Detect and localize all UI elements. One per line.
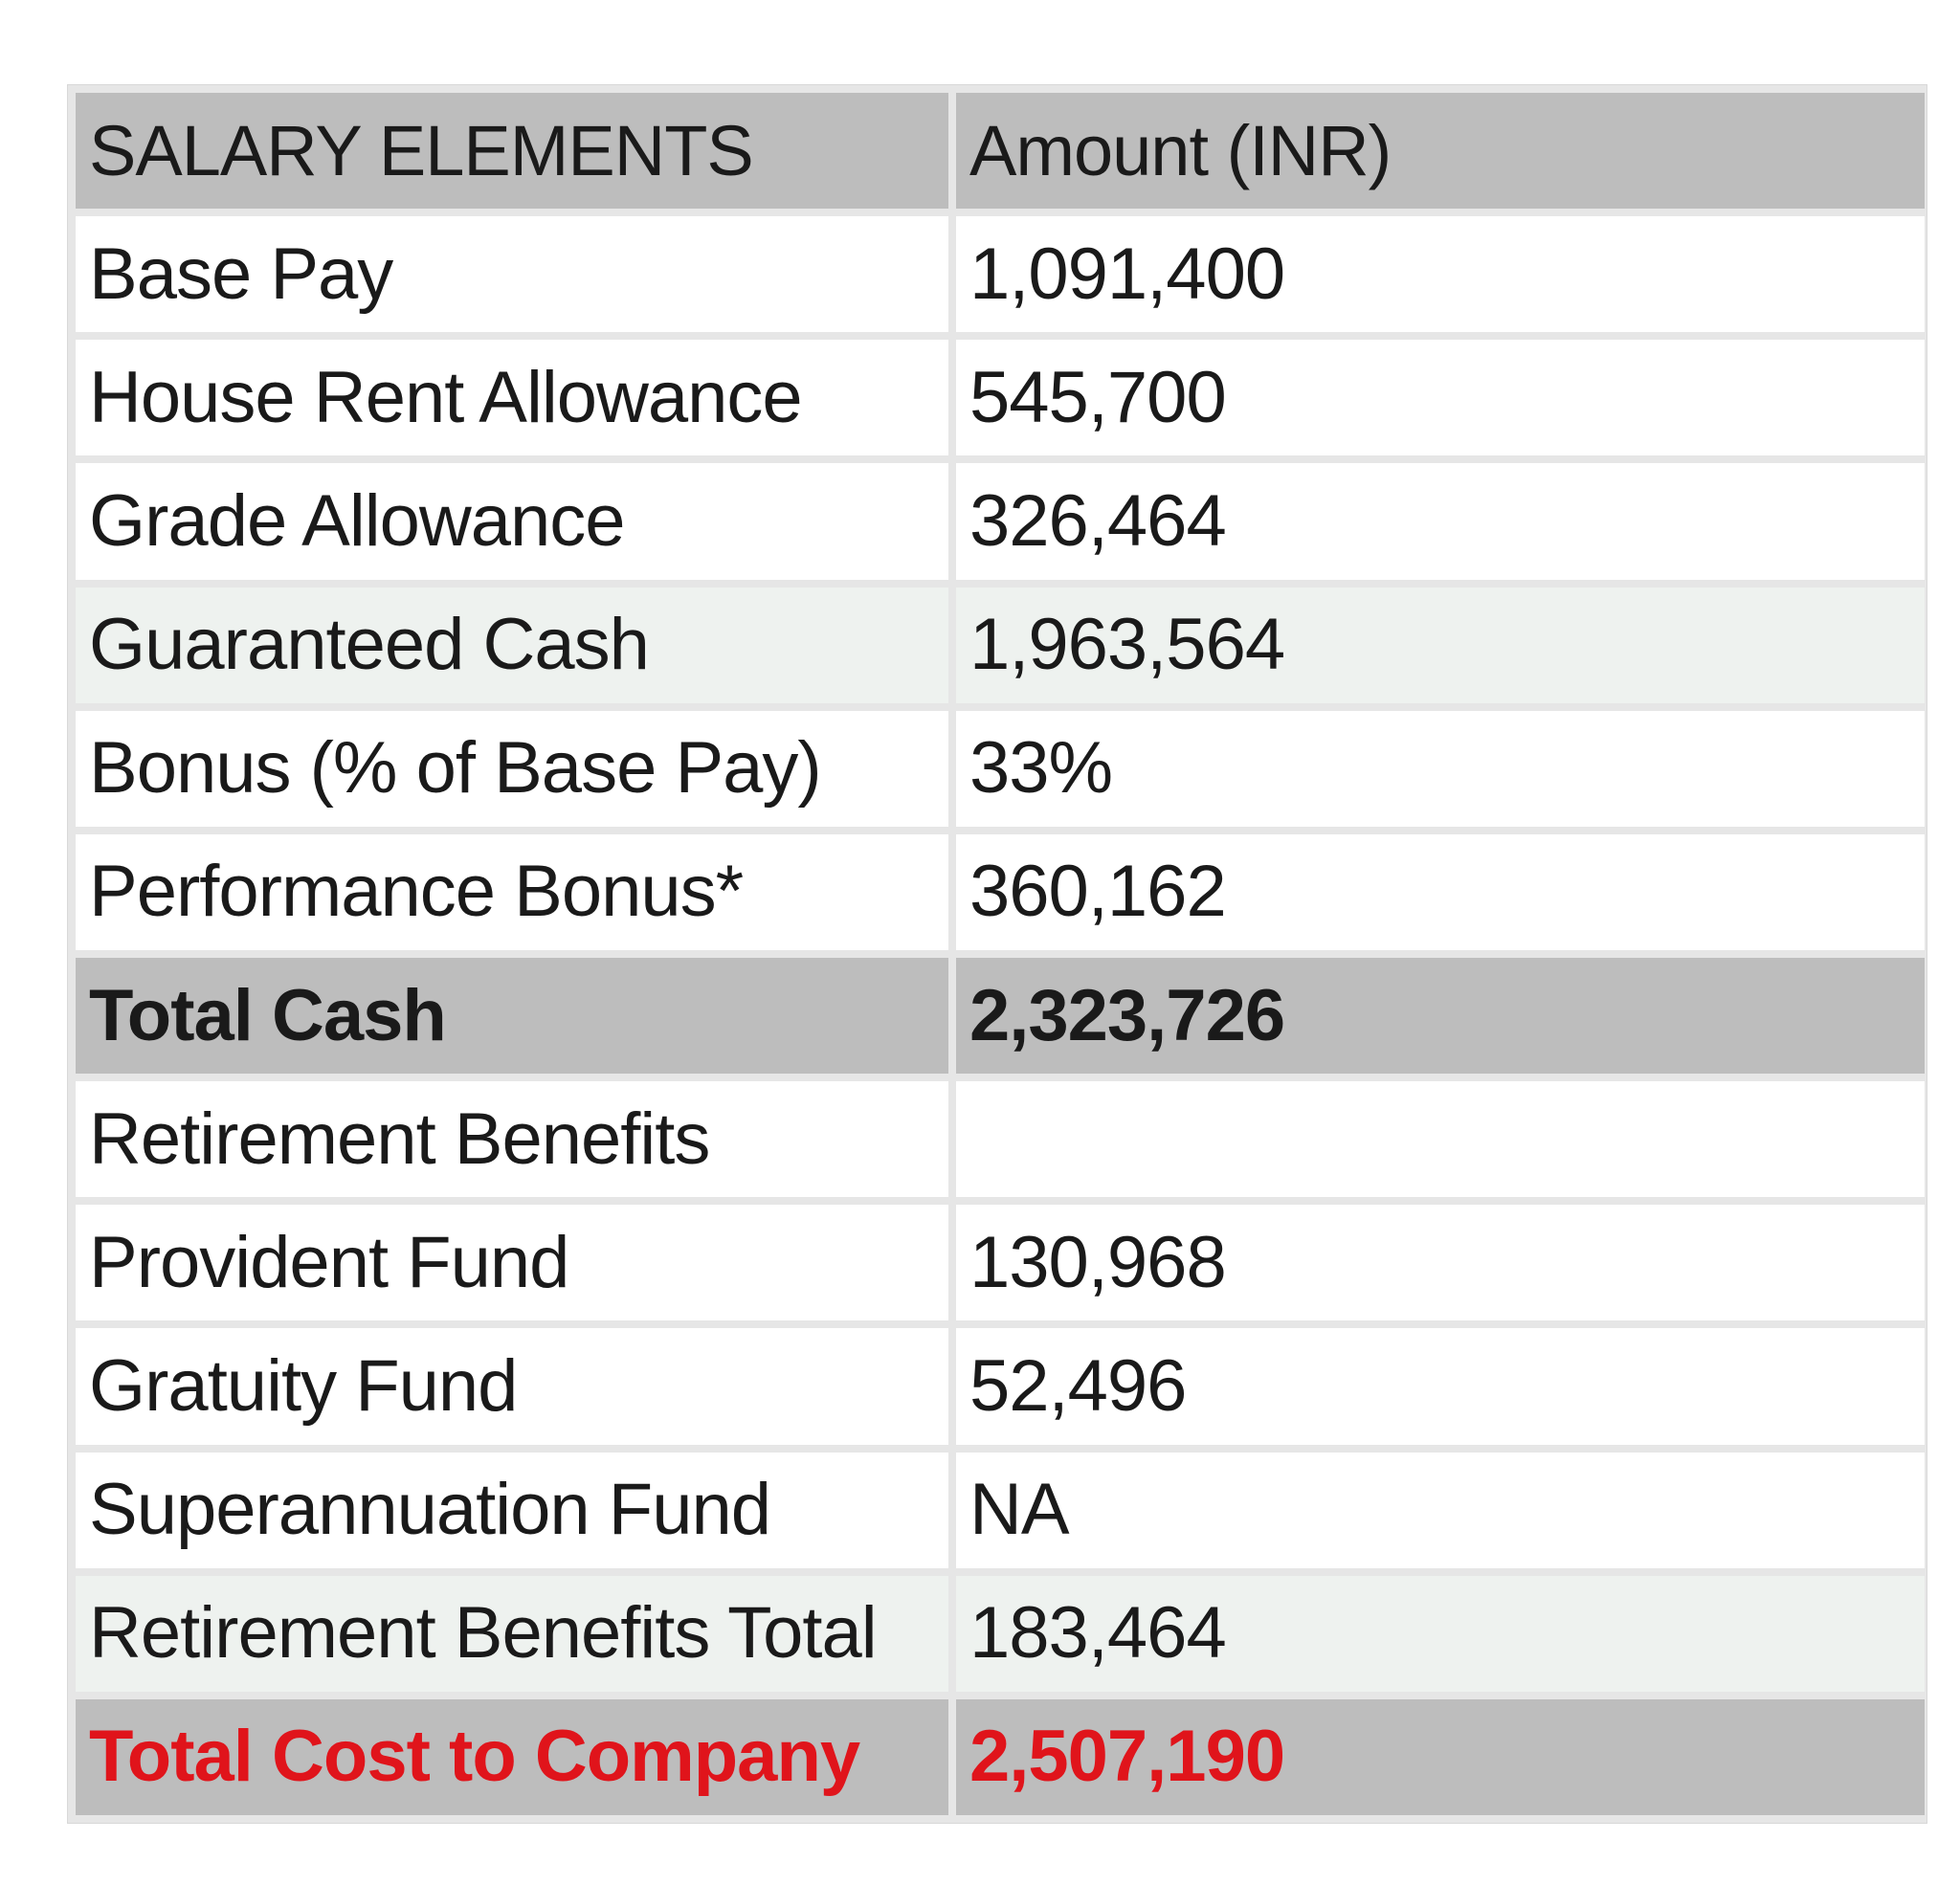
row-label-base-pay: Base Pay	[76, 216, 948, 332]
row-label-performance-bonus: Performance Bonus*	[76, 834, 948, 950]
row-value-guaranteed-cash: 1,963,564	[956, 588, 1925, 703]
row-label-house-rent-allowance: House Rent Allowance	[76, 340, 948, 455]
column-header-amount: Amount (INR)	[956, 93, 1925, 209]
row-value-performance-bonus: 360,162	[956, 834, 1925, 950]
row-value-gratuity-fund: 52,496	[956, 1328, 1925, 1444]
row-label-total-cash: Total Cash	[76, 958, 948, 1074]
row-value-base-pay: 1,091,400	[956, 216, 1925, 332]
row-label-grade-allowance: Grade Allowance	[76, 463, 948, 579]
row-value-provident-fund: 130,968	[956, 1205, 1925, 1320]
row-value-superannuation-fund: NA	[956, 1453, 1925, 1568]
row-value-retirement-benefits-total: 183,464	[956, 1576, 1925, 1692]
row-label-total-cost-to-company: Total Cost to Company	[76, 1699, 948, 1815]
row-label-retirement-benefits: Retirement Benefits	[76, 1081, 948, 1197]
row-value-grade-allowance: 326,464	[956, 463, 1925, 579]
row-label-bonus-percent: Bonus (% of Base Pay)	[76, 711, 948, 827]
row-label-provident-fund: Provident Fund	[76, 1205, 948, 1320]
column-header-salary-elements: SALARY ELEMENTS	[76, 93, 948, 209]
row-label-retirement-benefits-total: Retirement Benefits Total	[76, 1576, 948, 1692]
row-label-guaranteed-cash: Guaranteed Cash	[76, 588, 948, 703]
row-label-superannuation-fund: Superannuation Fund	[76, 1453, 948, 1568]
row-value-bonus-percent: 33%	[956, 711, 1925, 827]
row-value-retirement-benefits	[956, 1081, 1925, 1197]
row-value-total-cash: 2,323,726	[956, 958, 1925, 1074]
row-value-total-cost-to-company: 2,507,190	[956, 1699, 1925, 1815]
row-label-gratuity-fund: Gratuity Fund	[76, 1328, 948, 1444]
salary-table	[67, 84, 1927, 1824]
row-value-house-rent-allowance: 545,700	[956, 340, 1925, 455]
